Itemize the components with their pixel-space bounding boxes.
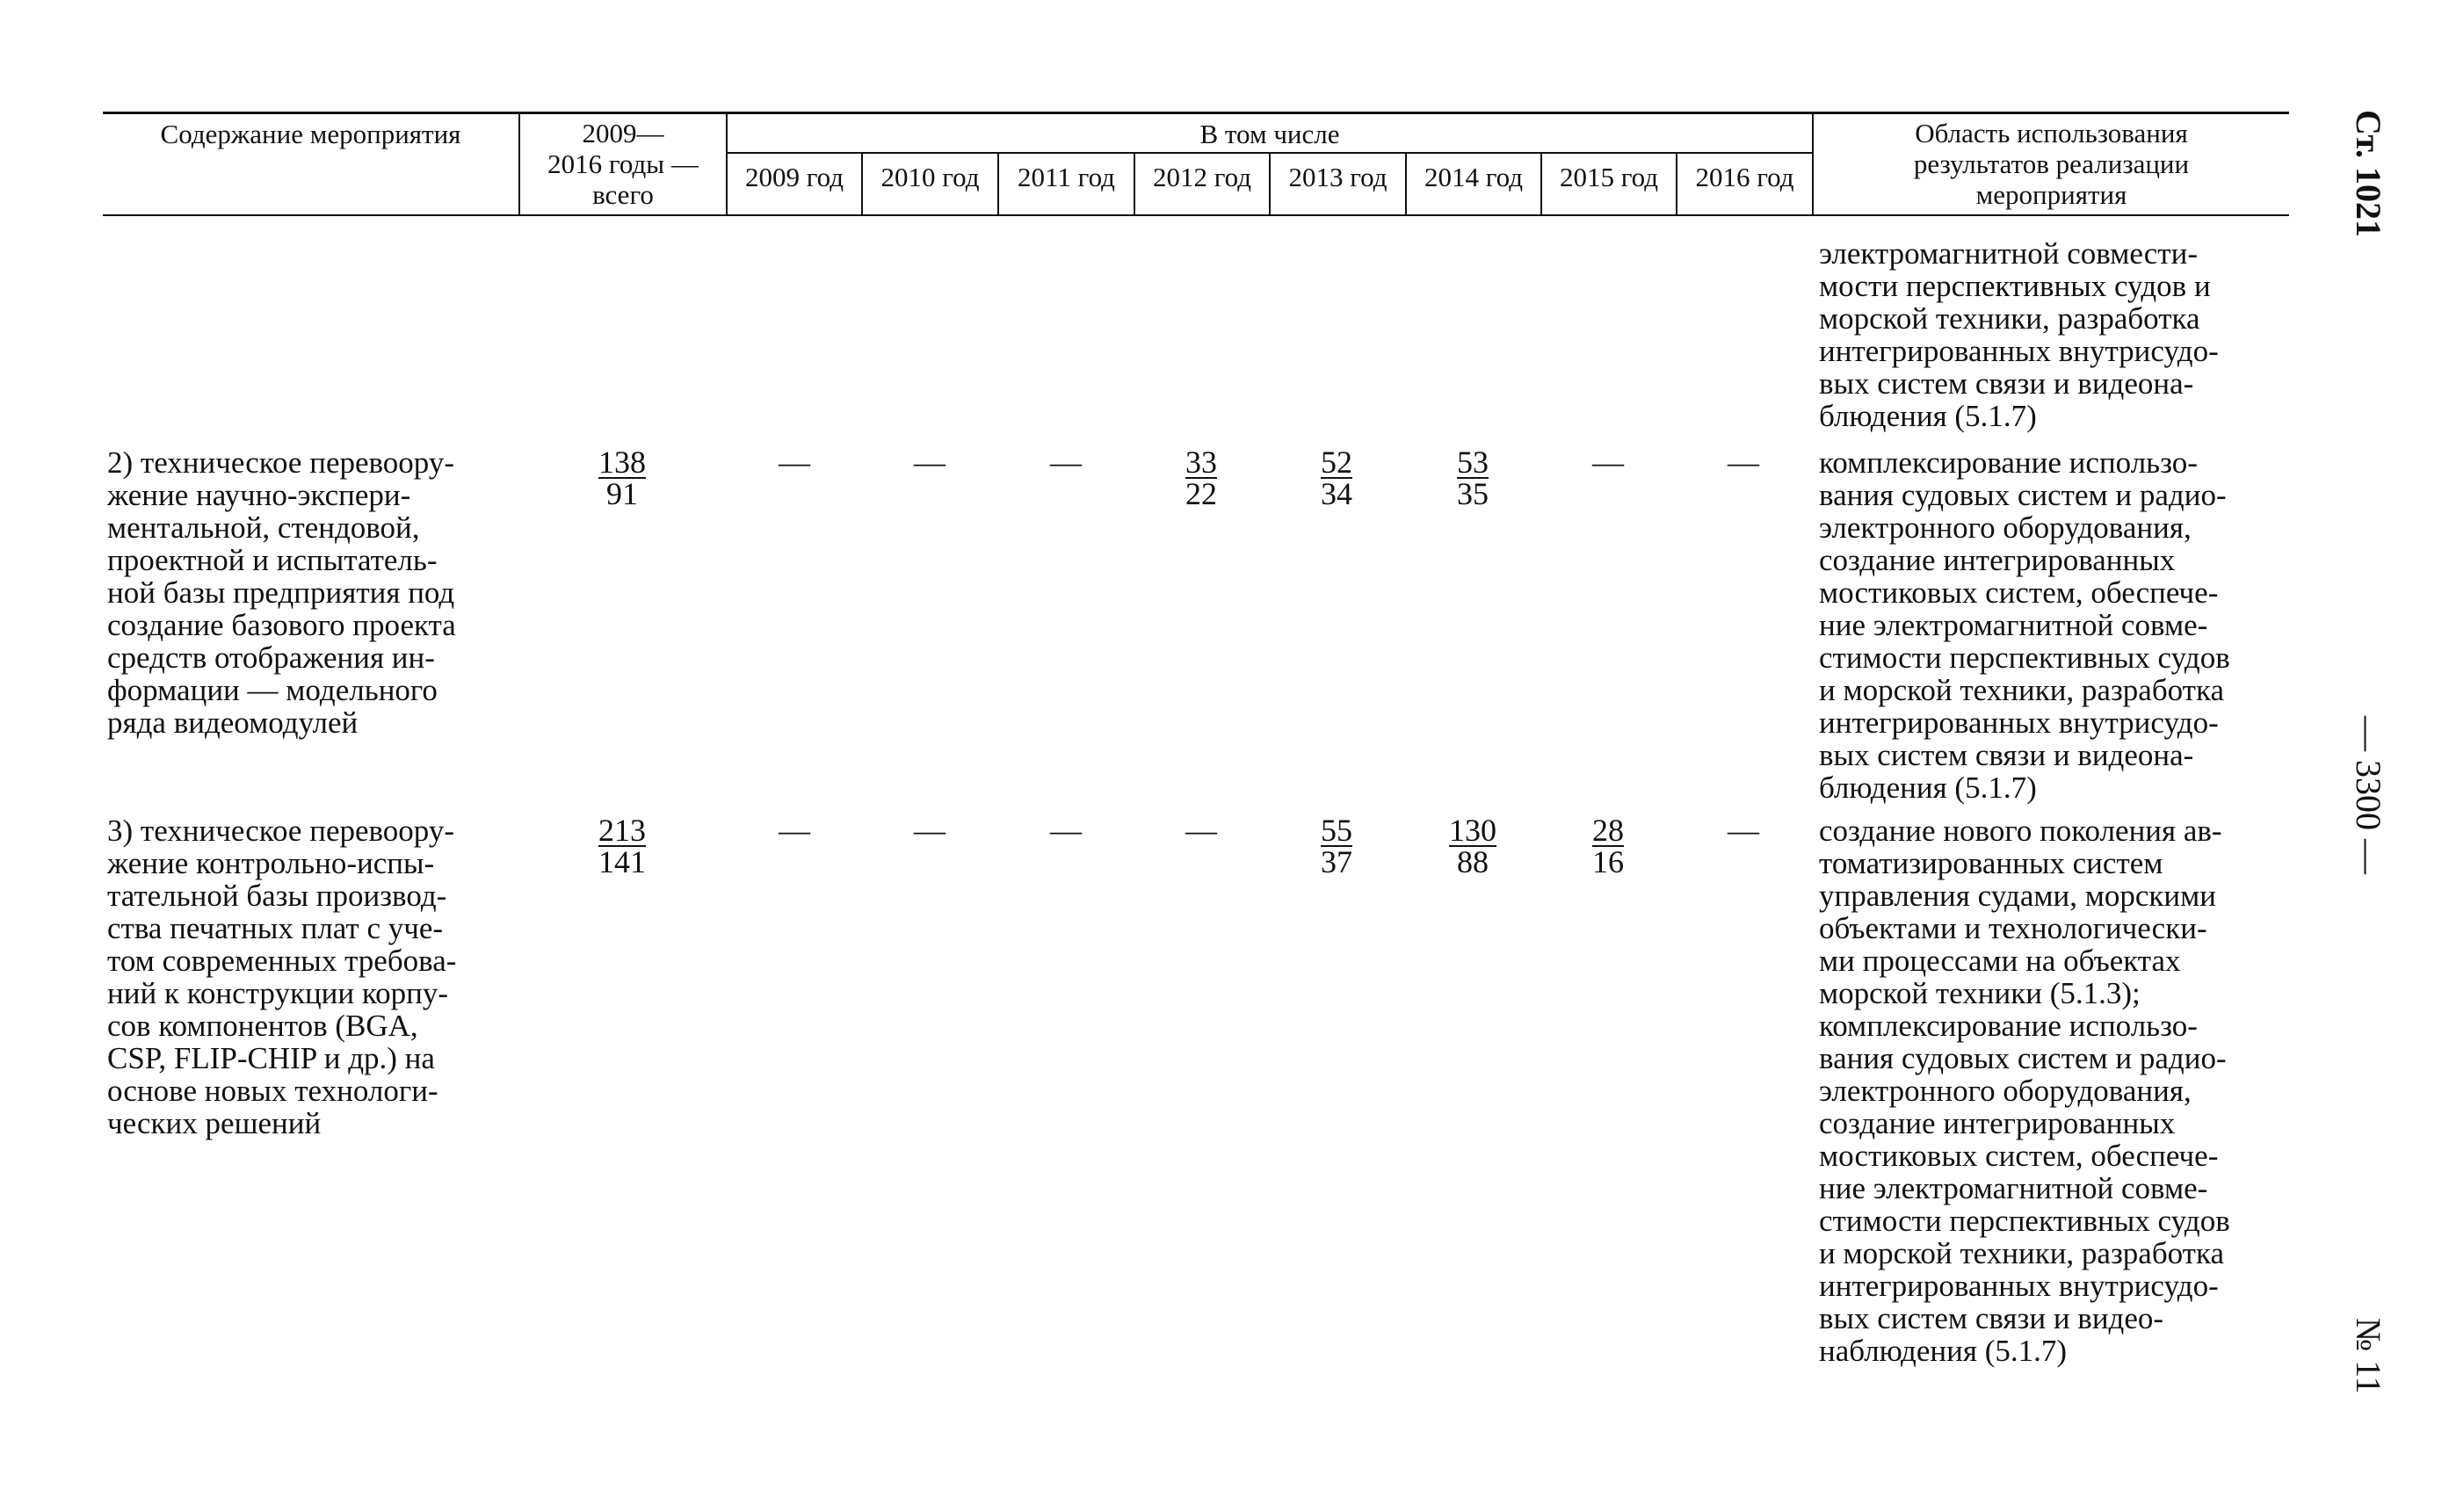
year-value-numerator: 55 — [1321, 813, 1352, 848]
empty-value-dash: — — [779, 813, 810, 848]
empty-value-dash: — — [1592, 445, 1624, 480]
page-number: — 3300 — — [2349, 716, 2388, 874]
empty-value-dash: — — [1050, 445, 1082, 480]
year-value-numerator: 33 — [1185, 445, 1217, 480]
year-value — [1429, 814, 1517, 878]
issue-number: № 11 — [2349, 1318, 2388, 1394]
year-value-numerator: 52 — [1321, 445, 1352, 480]
year-header: 2009 год — [744, 162, 844, 192]
year-value-numerator: 28 — [1592, 813, 1624, 848]
empty-value-dash: — — [914, 813, 946, 848]
year-header: 2013 год — [1288, 162, 1388, 192]
year-value-numerator: 130 — [1449, 813, 1496, 848]
year-value-denominator: 16 — [1592, 844, 1624, 879]
total-value — [578, 446, 666, 510]
continuation-area-text: электромагнитной совмести- мости перспективных судов и морской техники, разработка интегрированных внутрисудо- вых систем связи и видеона- блюдения (5.1.7) — [1819, 236, 2219, 433]
year-value-denominator: 34 — [1321, 476, 1352, 511]
year-header: 2015 год — [1559, 162, 1659, 192]
header-area: Область использования результатов реализации мероприятия — [1913, 118, 2190, 210]
header-including: В том числе — [1199, 119, 1340, 149]
empty-value-dash: — — [1185, 813, 1217, 848]
empty-value-dash: — — [914, 445, 946, 480]
year-value — [1157, 446, 1245, 510]
row-3-content: 3) техническое перевоору- жение контрольно-испы- тательной базы производ- ства печатных плат с уче- том современных требова- ний к конструкции корпу- сов компонентов (BGA, CSP, FLIP-CHIP и др.) на основе новых технологи- ческих решений — [107, 814, 457, 1140]
page-label: Ст. 1021 — [2349, 110, 2388, 237]
row-2-content: 2) техническое перевоору- жение научно-экспери- ментальной, стендовой, проектной и испытатель- ной базы предприятия под создание базового проекта средств отображения ин- формации — модельного ряда видеомодулей — [107, 445, 456, 740]
header-content: Содержание мероприятия — [160, 119, 461, 149]
total-value — [578, 814, 666, 878]
year-header: 2012 год — [1152, 162, 1252, 192]
year-value-denominator: 37 — [1321, 844, 1352, 879]
year-value-numerator: 53 — [1457, 445, 1489, 480]
empty-value-dash: — — [1728, 445, 1759, 480]
year-header: 2014 год — [1424, 162, 1524, 192]
year-header: 2011 год — [1018, 162, 1115, 192]
year-value-denominator: 35 — [1457, 476, 1489, 511]
header-bottom-rule — [103, 214, 2289, 216]
total-value-numerator: 138 — [598, 445, 646, 480]
year-header: 2016 год — [1695, 162, 1794, 192]
row-2-area: комплексирование использо- вания судовых систем и радио- электронного оборудования, создание интегрированных мостиковых систем, обеспече- ние электромагнитной совме- стимости перспективных судов и морской техники, разработка интегрированных внутрисудо- вых систем связи и видеона- блюдения (5.1.7) — [1819, 445, 2230, 805]
total-value-numerator: 213 — [598, 813, 646, 848]
year-value — [1564, 814, 1652, 878]
header-total: 2009— 2016 годы — всего — [547, 118, 699, 210]
year-value — [1429, 446, 1517, 510]
year-value-denominator: 88 — [1457, 844, 1489, 879]
total-value-denominator: 91 — [606, 476, 638, 511]
year-header: 2010 год — [880, 162, 980, 192]
empty-value-dash: — — [1728, 813, 1759, 848]
total-value-denominator: 141 — [598, 844, 646, 879]
table-top-rule — [103, 112, 2289, 114]
year-value-denominator: 22 — [1185, 476, 1217, 511]
year-value — [1293, 446, 1380, 510]
empty-value-dash: — — [779, 445, 810, 480]
year-value — [1293, 814, 1380, 878]
row-3-area: создание нового поколения ав- томатизированных систем управления судами, морскими объектами и технологически- ми процессами на объектах морской техники (5.1.3); комплексирование использо- вания судовых систем и радио- электронного оборудования, создание интегрированных мостиковых систем, обеспече- ние электромагнитной совме- стимости перспективных судов и морской техники, разработка интегрированных внутрисудо- вых систем связи и видео- наблюдения (5.1.7) — [1819, 814, 2230, 1368]
empty-value-dash: — — [1050, 813, 1082, 848]
